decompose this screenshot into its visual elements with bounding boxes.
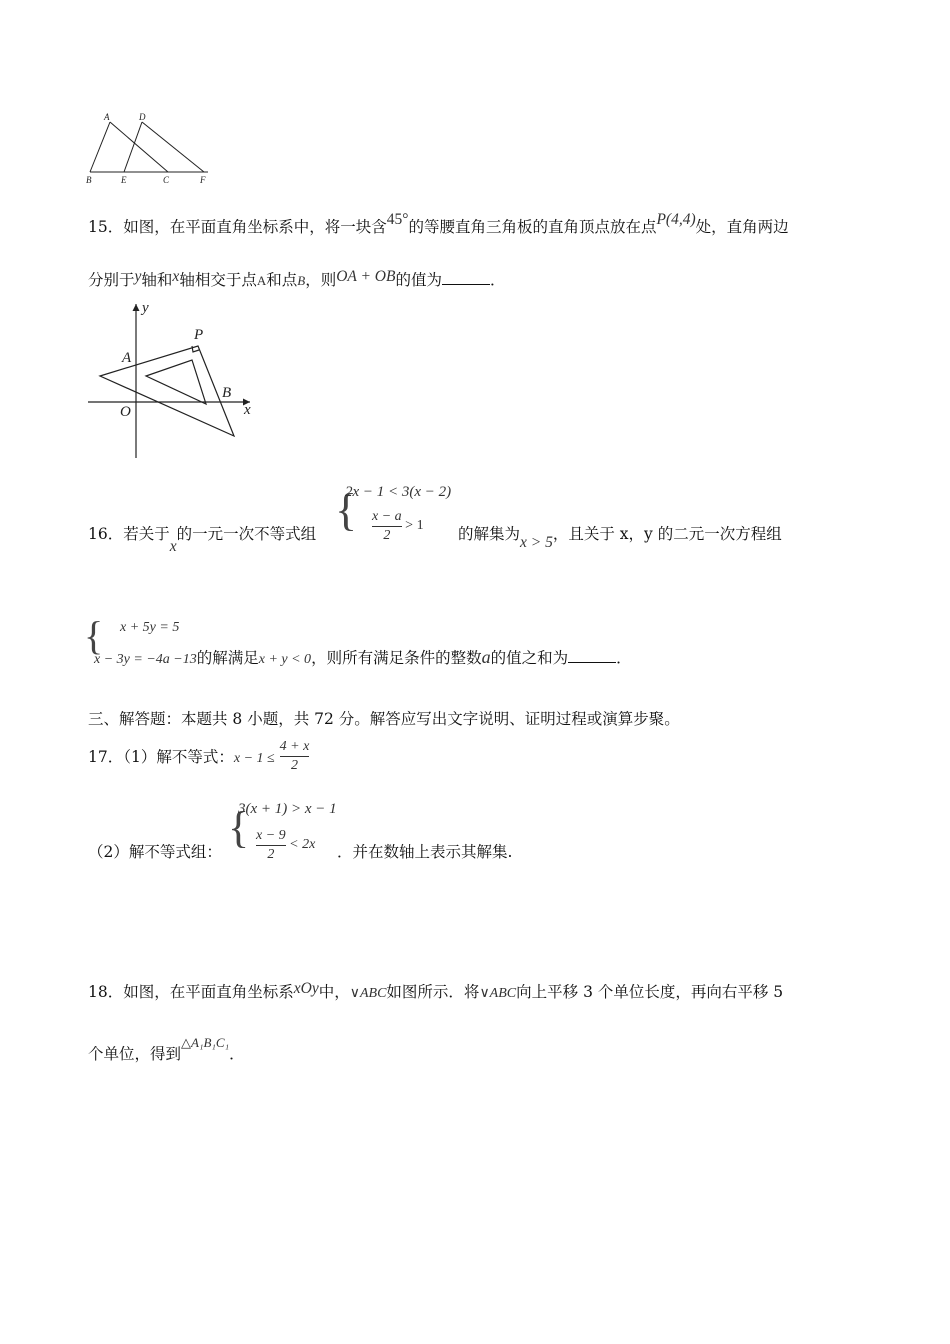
q17-frac-numerator: 4 + x [279, 739, 310, 754]
q15-text-2f: 的值为 [395, 271, 442, 289]
q18-text-5: 个单位，得到 [88, 1045, 182, 1063]
q15-expression: OA + OB [336, 268, 396, 285]
q15-text-2a: 分别于 [88, 271, 135, 289]
q18-text-1: 如图，在平面直角坐标系 [123, 983, 294, 1001]
q17-part1-label: （1）解不等式： [123, 748, 234, 766]
q16-text-5: 的解满足 [196, 649, 259, 667]
q15-point-p: P(4,4) [656, 211, 696, 228]
q18-triangle-abc: ∨ABC [349, 986, 387, 1001]
q16-answer-blank[interactable] [568, 648, 616, 663]
q16-system-brace: { [335, 484, 358, 535]
q18-triangle-abc-2: ∨ABC [479, 986, 517, 1001]
q18-triangle-a1b1c1: △A₁B₁C₁ [181, 1035, 230, 1050]
figure-triangles-abc-def [80, 110, 220, 188]
label-c: C [163, 175, 170, 185]
q15-line2 [88, 268, 506, 290]
q18-text-4: 向上平移 3 个单位长度，再向右平移 5 [516, 983, 784, 1001]
q15-text-1b: 的等腰直角三角板的直角顶点放在点 [408, 218, 657, 236]
q17-part2-label: （2）解不等式组： [88, 843, 222, 861]
q16-line2 [94, 646, 632, 668]
q18-line1 [88, 980, 783, 1002]
q16-text-4: ，且关于 x，y 的二元一次方程组 [552, 525, 782, 543]
q15-answer-blank[interactable] [442, 270, 490, 285]
q17-ineq1: 3(x + 1) > x − 1 [238, 801, 337, 817]
q17-ineq2-numerator: x − 9 [256, 828, 286, 843]
q16-solution-set: x > 5 [520, 534, 553, 551]
q16-line1 [88, 522, 317, 555]
label-b: B [86, 175, 92, 185]
q16-line1-right [458, 522, 782, 551]
q18-number: 18． [88, 983, 124, 1001]
q17-part2-end: ．并在数轴上表示其解集. [337, 843, 513, 861]
q15-line1 [88, 211, 789, 237]
q16-ineq2 [372, 508, 424, 544]
q15-x: x [172, 268, 180, 285]
q15-a: A [256, 273, 267, 288]
q17-ineq2-denominator: 2 [267, 846, 275, 862]
q16-text-3: 的解集为 [458, 525, 521, 543]
q16-frac-numerator: x − a [372, 509, 402, 524]
q16-end: ． [616, 649, 632, 667]
q15-text-1a: 如图，在平面直角坐标系中，将一块含 [123, 218, 387, 236]
q16-frac-denominator: 2 [383, 527, 391, 543]
point-a-label: A [122, 350, 132, 366]
q16-eq-brace: { [84, 613, 104, 658]
q15-text-2c: 轴相交于点 [179, 271, 257, 289]
axis-y-label: y [142, 300, 149, 316]
q18-text-3: 如图所示．将 [386, 983, 480, 1001]
q16-frac-rest: > 1 [405, 518, 424, 534]
section-3-heading: 三、解答题：本题共 8 小题，共 72 分。解答应写出文字说明、证明过程或演算步聚。 [88, 710, 680, 728]
q17-ineq2-rest: < 2x [289, 837, 316, 853]
label-a: A [104, 112, 110, 122]
q16-text-2: 的一元一次不等式组 [176, 525, 317, 543]
q18-end: ． [229, 1045, 245, 1063]
q16-a: a [481, 647, 491, 667]
q17-part1 [88, 740, 309, 776]
q15-text-1c: 处，直角两边 [695, 218, 789, 236]
q15-number: 15． [88, 218, 124, 236]
q18-line2 [88, 1035, 245, 1064]
q16-number: 16． [88, 525, 124, 543]
q17-frac-denominator: 2 [290, 757, 298, 773]
q16-text-7: 的值之和为 [490, 649, 569, 667]
q17-lhs: x − 1 ≤ [233, 751, 275, 766]
label-e: E [121, 175, 127, 185]
q16-eq2: x − 3y = −4a −13 [94, 652, 197, 667]
figure-coordinate-triangle [84, 296, 264, 464]
q15-b: B [297, 273, 306, 288]
q18-xoy: xOy [293, 980, 319, 997]
label-d: D [139, 112, 146, 122]
q15-text-2b: 轴和 [141, 271, 173, 289]
q16-ineq1: 2x − 1 < 3(x − 2) [345, 484, 452, 500]
q15-end: ． [489, 271, 506, 289]
q15-text-2e: ，则 [305, 271, 337, 289]
origin-label: O [120, 404, 131, 420]
q17-system-brace: { [228, 803, 250, 852]
q17-number: 17． [88, 748, 124, 766]
q16-condition: x + y < 0 [258, 652, 312, 667]
point-p-label: P [194, 327, 204, 343]
q15-degree: 45° [386, 211, 409, 228]
axis-x-label: x [244, 402, 251, 418]
q15-text-2d: 和点 [266, 271, 298, 289]
label-f: F [200, 175, 206, 185]
q18-text-2: 中， [318, 983, 350, 1001]
q16-eq1: x + 5y = 5 [120, 620, 180, 635]
q15-y: y [134, 268, 142, 285]
q16-text-6: ，则所有满足条件的整数 [311, 649, 482, 667]
q17-ineq2 [256, 827, 315, 863]
point-b-label: B [222, 385, 232, 401]
q16-text-1: 若关于 [123, 525, 170, 543]
q16-x: x [169, 538, 177, 555]
